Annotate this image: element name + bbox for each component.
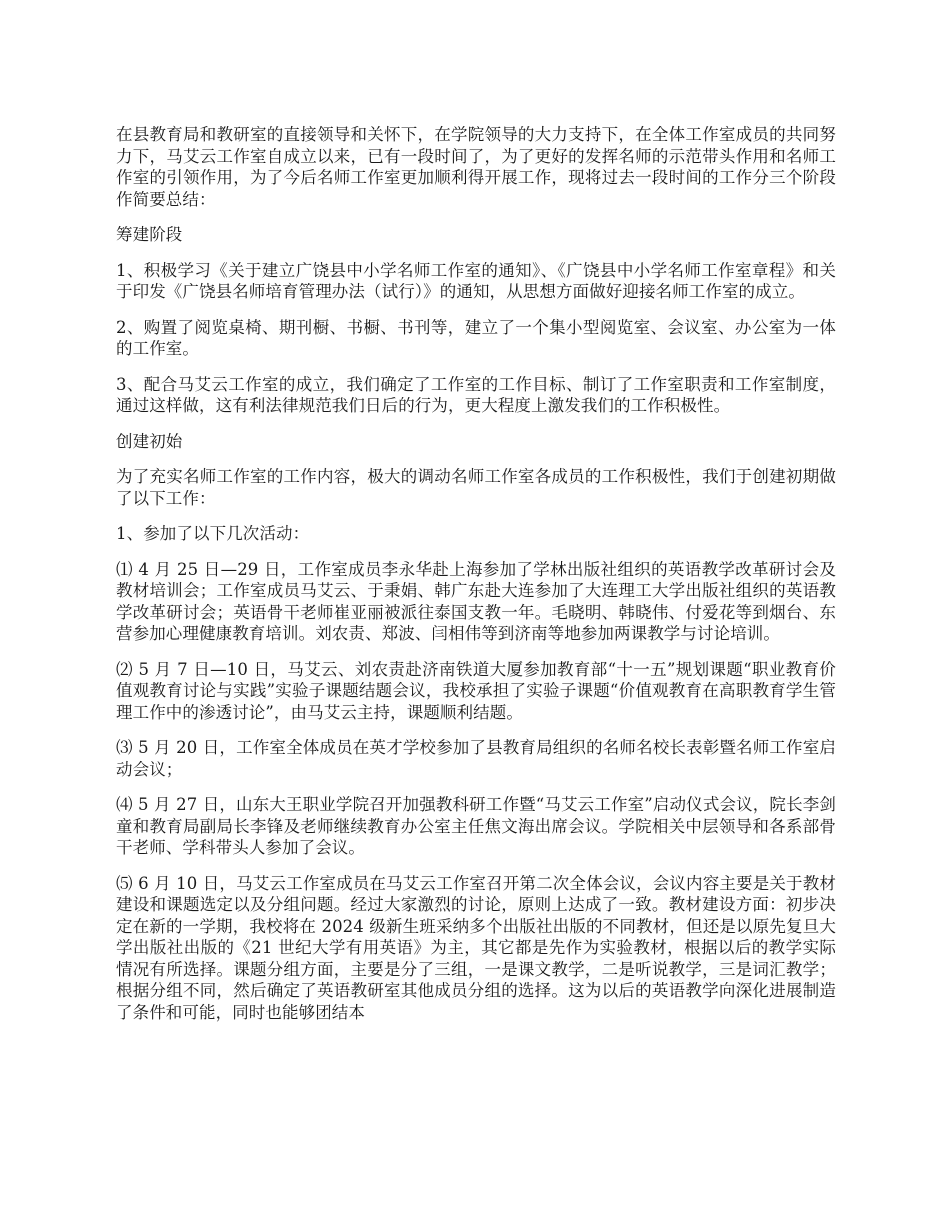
activity-item-2: ⑵ 5 月 7 日—10 日，马艾云、刘农责赴济南铁道大厦参加教育部“十一五”规划课题“职业教育价值观教育讨论与实践”实验子课题结题会议，我校承担了实验子课题“价值观教育在高职教育学生管理工作中的渗透讨论”，由马艾云主持，课题顺利结题。 (116, 659, 836, 722)
activity-item-1: ⑴ 4 月 25 日—29 日，工作室成员李永华赴上海参加了学林出版社组织的英语教学改革研讨会及教材培训会；工作室成员马艾云、于秉娟、韩广东赴大连参加了大连理工大学出版社组织的英语教学改革研讨会；英语骨干老师崔亚丽被派往泰国支教一年。毛晓明、韩晓伟、付爱花等到烟台、东营参加心理健康教育培训。刘农责、郑波、闫相伟等到济南等地参加两课教学与讨论培训。 (116, 559, 836, 643)
activity-item-5: ⑸ 6 月 10 日，马艾云工作室成员在马艾云工作室召开第二次全体会议，会议内容主要是关于教材建设和课题选定以及分组问题。经过大家激烈的讨论，原则上达成了一致。教材建设方面：初步决定在新的一学期，我校将在 2024 级新生班采纳多个出版社出版的不同教材，但还是以原先复旦大学出版社出版的《21 世纪大学有用英语》为主，其它都是先作为实验教材，根据以后的教学实际情况有所选择。课题分组方面，主要是分了三组，一是课文教学，二是听说教学，三是词汇教学；根据分组不同，然后确定了英语教研室其他成员分组的选择。这为以后的英语教学向深化进展制造了条件和可能，同时也能够团结本 (116, 873, 836, 1022)
preparation-item-2: 2、购置了阅览桌椅、期刊橱、书橱、书刊等，建立了一个集小型阅览室、会议室、办公室为一体的工作室。 (116, 317, 836, 358)
activity-item-4: ⑷ 5 月 27 日，山东大王职业学院召开加强教科研工作暨“马艾云工作室”启动仪式会议，院长李剑童和教育局副局长李锋及老师继续教育办公室主任焦文海出席会议。学院相关中层领导和各系部骨干老师、学科带头人参加了会议。 (116, 795, 836, 857)
intro-paragraph: 在县教育局和教研室的直接领导和关怀下，在学院领导的大力支持下，在全体工作室成员的共同努力下，马艾云工作室自成立以来，已有一段时间了，为了更好的发挥名师的示范带头作用和名师工作室的引领作用，为了今后名师工作室更加顺利得开展工作，现将过去一段时间的工作分三个阶段作简要总结： (116, 125, 836, 209)
founding-intro-paragraph: 为了充实名师工作室的工作内容，极大的调动名师工作室各成员的工作积极性，我们于创建初期做了以下工作： (116, 467, 836, 508)
founding-item-1: 1、参加了以下几次活动： (116, 524, 310, 543)
document-body (116, 124, 836, 1037)
activity-item-3: ⑶ 5 月 20 日，工作室全体成员在英才学校参加了县教育局组织的名师名校长表彰暨名师工作室启动会议； (116, 738, 836, 779)
section-heading-preparation: 筹建阶段 (116, 225, 183, 244)
preparation-item-3: 3、配合马艾云工作室的成立，我们确定了工作室的工作目标、制订了工作室职责和工作室制度，通过这样做，这有利法律规范我们日后的行为，更大程度上激发我们的工作积极性。 (116, 374, 836, 415)
section-heading-founding: 创建初始 (116, 431, 183, 451)
preparation-item-1: 1、积极学习《关于建立广饶县中小学名师工作室的通知》、《广饶县中小学名师工作室章程》和关于印发《广饶县名师培育管理办法（试行）》的通知，从思想方面做好迎接名师工作室的成立。 (116, 260, 836, 301)
